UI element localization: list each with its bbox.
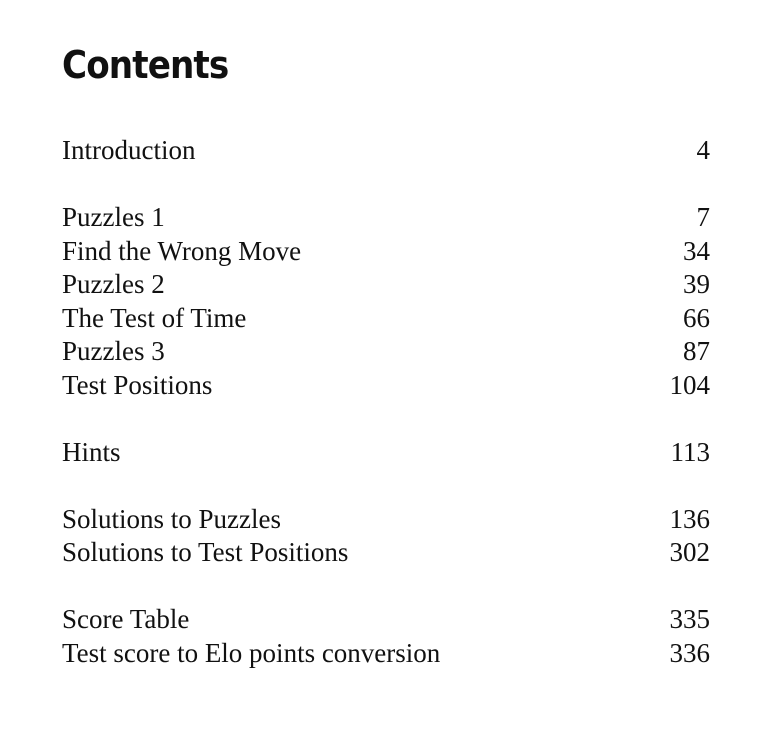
toc-entry (62, 234, 710, 268)
toc-entry (62, 502, 710, 536)
toc-entry-title: Introduction (62, 135, 196, 165)
toc-entry-title: Puzzles 2 (62, 269, 165, 299)
toc-entry-page: 335 (669, 604, 710, 634)
toc-entry-title: Test Positions (62, 370, 213, 400)
toc-entry (62, 636, 710, 670)
toc-entry (62, 334, 710, 368)
toc-entry (62, 435, 710, 469)
toc-entry (62, 200, 710, 234)
page-title: Contents (62, 43, 229, 87)
toc-entry (62, 602, 710, 636)
toc-entry-title: Puzzles 3 (62, 336, 165, 366)
toc-entry-page: 113 (670, 437, 710, 467)
toc-entry-title: Puzzles 1 (62, 202, 165, 232)
toc-entry-page: 7 (696, 202, 710, 232)
toc-entry-title: The Test of Time (62, 303, 247, 333)
toc-entry-title: Hints (62, 437, 121, 467)
toc-entry (62, 535, 710, 569)
toc-entry-title: Test score to Elo points conversion (62, 638, 441, 668)
toc-entry-page: 104 (669, 370, 710, 400)
toc-entry-page: 302 (669, 537, 710, 567)
toc-entry-page: 336 (669, 638, 710, 668)
toc-entry-title: Solutions to Puzzles (62, 504, 282, 534)
toc-entry-page: 87 (683, 336, 710, 366)
toc-entry-title: Solutions to Test Positions (62, 537, 349, 567)
toc-entry-page: 4 (696, 135, 710, 165)
toc-entry (62, 267, 710, 301)
toc-entry-title: Score Table (62, 604, 190, 634)
toc-entry-page: 136 (669, 504, 710, 534)
toc-entry-page: 34 (683, 236, 710, 266)
toc-entry (62, 133, 710, 167)
toc-entry-page: 66 (683, 303, 710, 333)
toc-entry (62, 301, 710, 335)
toc-entry-title: Find the Wrong Move (62, 236, 302, 266)
toc-entry (62, 368, 710, 402)
toc-entry-page: 39 (683, 269, 710, 299)
